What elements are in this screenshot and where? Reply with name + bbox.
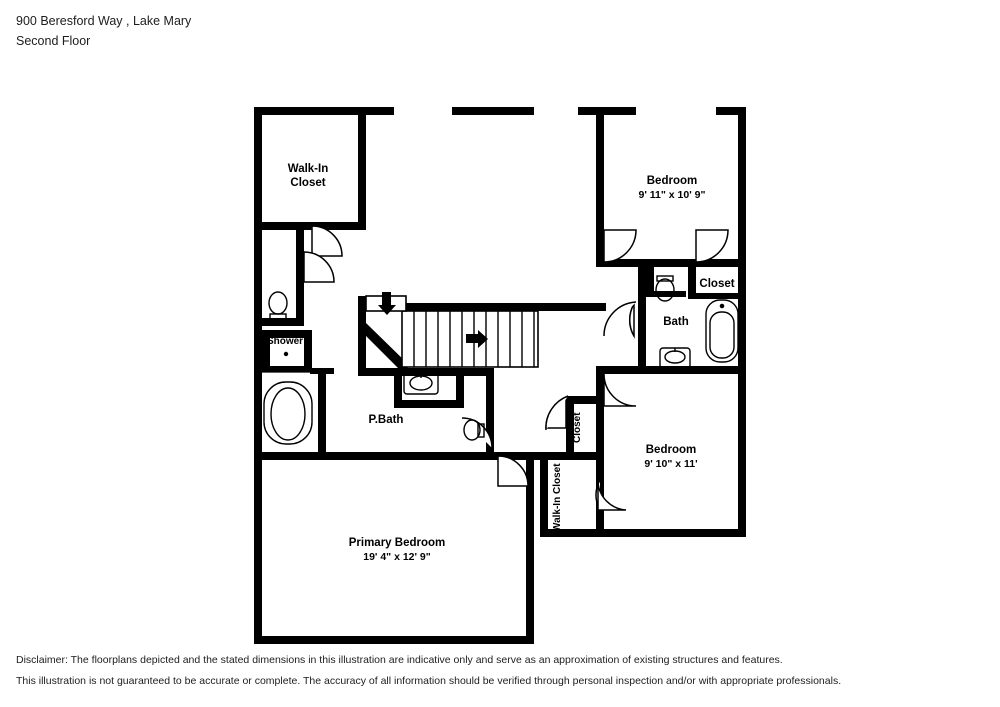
disclaimer-line-1: Disclaimer: The floorplans depicted and the stated dimensions in this illustration are indicative only and serve as an approximation of existing structures and features. bbox=[16, 654, 783, 666]
bathtub-icon bbox=[264, 382, 312, 444]
label-walk-in-closet-top: Walk-In Closet bbox=[287, 163, 329, 189]
toilet-icon bbox=[269, 292, 287, 319]
floor-label: Second Floor bbox=[16, 34, 91, 48]
disclaimer bbox=[16, 650, 841, 692]
label-primary-bath: P.Bath bbox=[368, 414, 404, 426]
label-bath: Bath bbox=[663, 316, 689, 328]
label-walk-in-closet-bottom: Walk-In Closet bbox=[552, 463, 563, 532]
label-bedroom-top-right: Bedroom 9' 11" x 10' 9" bbox=[638, 175, 706, 201]
toilet-icon-right bbox=[656, 276, 674, 301]
sink-icon-right bbox=[660, 348, 690, 368]
property-address: 900 Beresford Way , Lake Mary bbox=[16, 14, 192, 28]
label-closet-top-right: Closet bbox=[699, 278, 735, 290]
disclaimer-line-2: This illustration is not guaranteed to be accurate or complete. The accuracy of all information should be verified through personal inspection and/or with appropriate professionals. bbox=[16, 675, 842, 687]
label-bedroom-bottom-right: Bedroom 9' 10" x 11' bbox=[644, 444, 698, 470]
label-shower: Shower bbox=[266, 336, 304, 347]
label-closet-middle-right: Closet bbox=[572, 412, 583, 444]
label-primary-bedroom: Primary Bedroom 19' 4" x 12' 9" bbox=[348, 537, 446, 563]
bathtub-icon-right bbox=[706, 300, 738, 362]
